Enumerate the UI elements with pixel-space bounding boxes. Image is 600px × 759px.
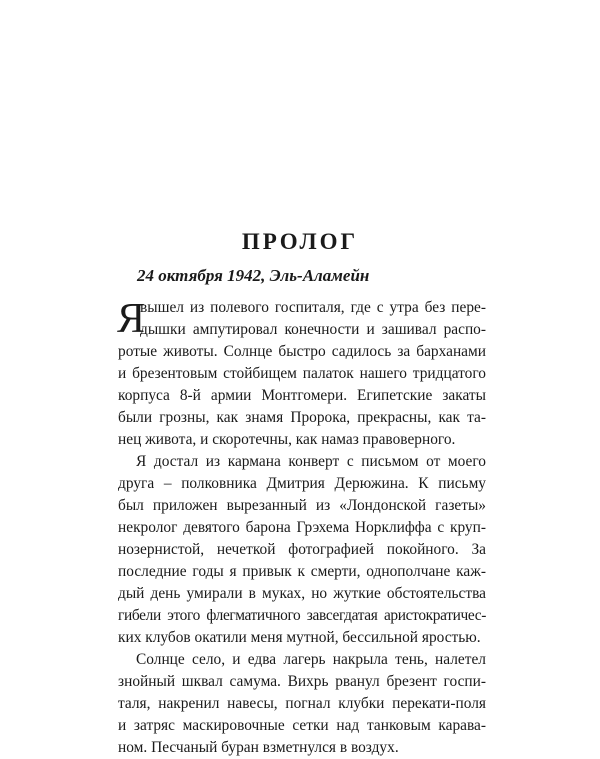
text-line: последние годы я привык к смерти, однополчане каж-	[118, 563, 486, 580]
text-line: друга – полковника Дмитрия Дерюжина. К письму	[118, 475, 486, 492]
text-line: ких клубов окатили меня мутной, бессильной яростью.	[118, 629, 481, 646]
text-line: таля, накренил навесы, погнал клубки перекати-поля	[118, 695, 486, 712]
text-line: Я достал из кармана конверт с письмом от моего	[136, 453, 486, 470]
text-line: дый день умирали в муках, но жуткие обстоятельства	[118, 585, 486, 602]
chapter-title: ПРОЛОГ	[241, 229, 359, 254]
text-line: нозернистой, нечеткой фотографией покойного. За	[118, 541, 486, 558]
text-line: и затряс маскировочные сетки над танковым карава-	[118, 717, 486, 734]
text-line: знойный шквал самума. Вихрь рванул брезент госпи-	[118, 673, 486, 690]
text-line: ротые животы. Солнце быстро садилось за барханами	[118, 343, 486, 360]
text-line: ном. Песчаный буран взметнулся в воздух.	[118, 739, 399, 756]
text-line: и брезентовым стойбищем палаток нашего тридцатого	[118, 365, 486, 382]
text-line: некролог девятого барона Грэхема Норклиффа с круп-	[118, 519, 486, 536]
chapter-subtitle: 24 октября 1942, Эль-Аламейн	[137, 266, 370, 285]
text-line: Солнце село, и едва лагерь накрыла тень, налетел	[136, 651, 486, 668]
drop-cap-letter: Я	[117, 296, 146, 342]
text-line: корпуса 8-й армии Монтгомери. Египетские закаты	[118, 387, 486, 404]
text-line: дышки ампутировал конечности и зашивал распо-	[140, 321, 486, 338]
text-line: был приложен вырезанный из «Лондонской газеты»	[118, 497, 486, 514]
paragraph	[118, 451, 486, 649]
paragraph	[118, 649, 486, 759]
text-line: гибели этого флегматичного завсегдатая аристократичес-	[118, 607, 486, 624]
paragraph	[118, 297, 486, 451]
text-line: были грозны, как знамя Пророка, прекрасны, как та-	[118, 409, 486, 426]
body-text	[118, 297, 486, 759]
text-line: нец живота, и скоротечны, как намаз правоверного.	[118, 431, 456, 448]
text-line: вышел из полевого госпиталя, где с утра без пере-	[140, 299, 486, 316]
